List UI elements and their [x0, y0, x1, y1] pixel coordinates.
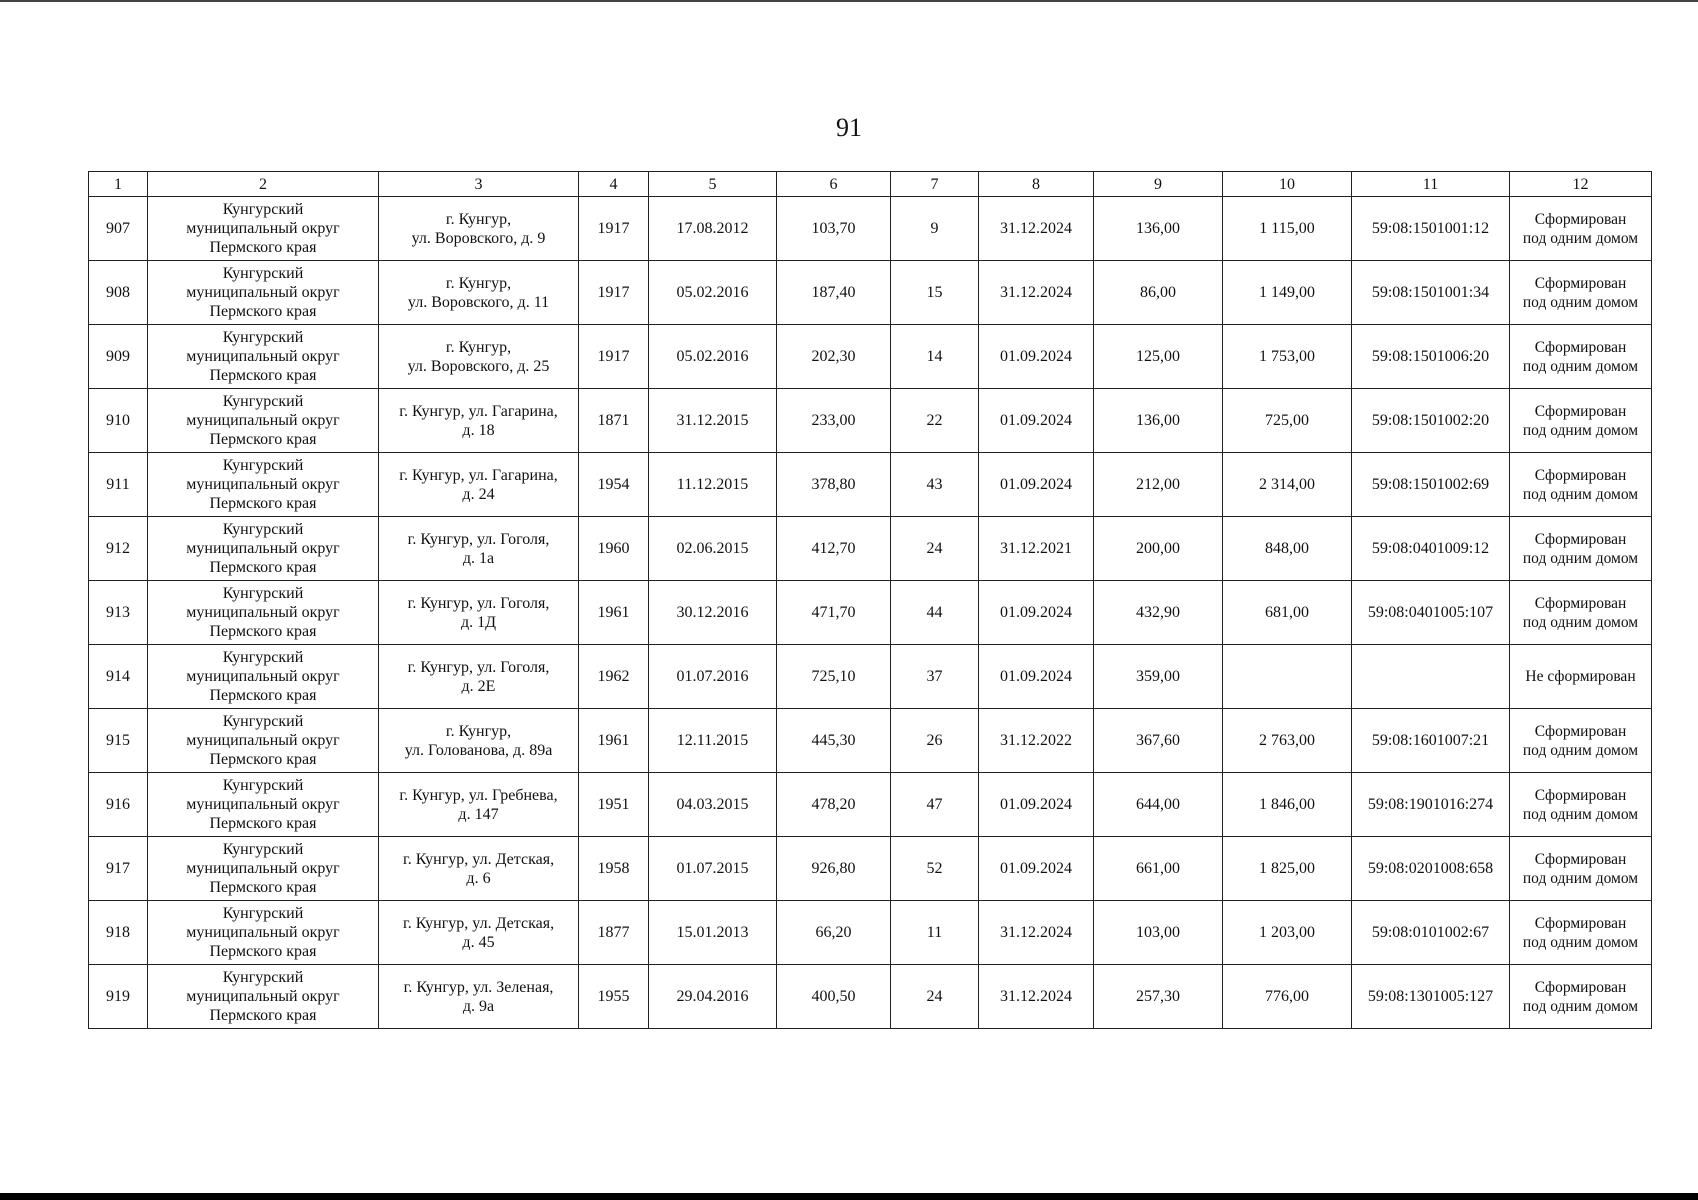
- municipality-cell: Кунгурский муниципальный округ Пермского края: [148, 901, 379, 965]
- status-cell: Сформирован под одним домом: [1510, 965, 1652, 1029]
- deadline-date-cell: 01.09.2024: [979, 453, 1094, 517]
- address-cell: г. Кунгур, ул. Гоголя, д. 2Е: [379, 645, 579, 709]
- plot-area-cell: 1 203,00: [1223, 901, 1352, 965]
- status-cell: Сформирован под одним домом: [1510, 517, 1652, 581]
- area-cell: 202,30: [777, 325, 891, 389]
- plot-area-cell: 776,00: [1223, 965, 1352, 1029]
- area-cell: 445,30: [777, 709, 891, 773]
- municipality-cell: Кунгурский муниципальный округ Пермского края: [148, 517, 379, 581]
- cadastral-number-cell: 59:08:0401005:107: [1352, 581, 1510, 645]
- column-header: 1: [89, 172, 148, 197]
- row-number-cell: 913: [89, 581, 148, 645]
- deadline-date-cell: 31.12.2022: [979, 709, 1094, 773]
- municipality-cell: Кунгурский муниципальный округ Пермского края: [148, 581, 379, 645]
- cadastral-number-cell: 59:08:0401009:12: [1352, 517, 1510, 581]
- date-cell: 01.07.2015: [649, 837, 777, 901]
- cadastral-number-cell: 59:08:0101002:67: [1352, 901, 1510, 965]
- deadline-date-cell: 31.12.2024: [979, 261, 1094, 325]
- row-number-cell: 907: [89, 197, 148, 261]
- land-area-cell: 257,30: [1094, 965, 1223, 1029]
- land-area-cell: 432,90: [1094, 581, 1223, 645]
- table-row: [89, 709, 1652, 773]
- table-row: [89, 901, 1652, 965]
- land-area-cell: 103,00: [1094, 901, 1223, 965]
- year-built-cell: 1954: [579, 453, 649, 517]
- residents-cell: 44: [891, 581, 979, 645]
- deadline-date-cell: 31.12.2024: [979, 197, 1094, 261]
- cadastral-number-cell: 59:08:1501001:34: [1352, 261, 1510, 325]
- date-cell: 04.03.2015: [649, 773, 777, 837]
- column-number-row: [89, 172, 1652, 197]
- deadline-date-cell: 31.12.2021: [979, 517, 1094, 581]
- area-cell: 187,40: [777, 261, 891, 325]
- area-cell: 471,70: [777, 581, 891, 645]
- cadastral-number-cell: 59:08:1901016:274: [1352, 773, 1510, 837]
- municipality-cell: Кунгурский муниципальный округ Пермского края: [148, 325, 379, 389]
- address-cell: г. Кунгур, ул. Гоголя, д. 1а: [379, 517, 579, 581]
- address-cell: г. Кунгур, ул. Зеленая, д. 9а: [379, 965, 579, 1029]
- address-cell: г. Кунгур, ул. Гребнева, д. 147: [379, 773, 579, 837]
- land-area-cell: 661,00: [1094, 837, 1223, 901]
- table-row: [89, 581, 1652, 645]
- row-number-cell: 916: [89, 773, 148, 837]
- municipality-cell: Кунгурский муниципальный округ Пермского края: [148, 261, 379, 325]
- residents-cell: 15: [891, 261, 979, 325]
- table-row: [89, 965, 1652, 1029]
- year-built-cell: 1962: [579, 645, 649, 709]
- residents-cell: 37: [891, 645, 979, 709]
- address-cell: г. Кунгур, ул. Детская, д. 6: [379, 837, 579, 901]
- table-body: [89, 197, 1652, 1029]
- status-cell: Сформирован под одним домом: [1510, 325, 1652, 389]
- cadastral-number-cell: 59:08:1601007:21: [1352, 709, 1510, 773]
- table-row: [89, 197, 1652, 261]
- status-cell: Сформирован под одним домом: [1510, 709, 1652, 773]
- residents-cell: 24: [891, 965, 979, 1029]
- column-header: 8: [979, 172, 1094, 197]
- date-cell: 05.02.2016: [649, 325, 777, 389]
- year-built-cell: 1960: [579, 517, 649, 581]
- residents-cell: 14: [891, 325, 979, 389]
- year-built-cell: 1961: [579, 581, 649, 645]
- year-built-cell: 1871: [579, 389, 649, 453]
- area-cell: 103,70: [777, 197, 891, 261]
- row-number-cell: 915: [89, 709, 148, 773]
- year-built-cell: 1961: [579, 709, 649, 773]
- date-cell: 31.12.2015: [649, 389, 777, 453]
- deadline-date-cell: 01.09.2024: [979, 389, 1094, 453]
- land-area-cell: 86,00: [1094, 261, 1223, 325]
- plot-area-cell: 681,00: [1223, 581, 1352, 645]
- plot-area-cell: 1 115,00: [1223, 197, 1352, 261]
- top-border-line: [0, 0, 1698, 2]
- municipality-cell: Кунгурский муниципальный округ Пермского края: [148, 197, 379, 261]
- year-built-cell: 1917: [579, 325, 649, 389]
- address-cell: г. Кунгур, ул. Детская, д. 45: [379, 901, 579, 965]
- plot-area-cell: 1 753,00: [1223, 325, 1352, 389]
- area-cell: 378,80: [777, 453, 891, 517]
- residents-cell: 52: [891, 837, 979, 901]
- page-number: 91: [836, 113, 862, 142]
- row-number-cell: 912: [89, 517, 148, 581]
- land-area-cell: 200,00: [1094, 517, 1223, 581]
- column-header: 7: [891, 172, 979, 197]
- area-cell: 725,10: [777, 645, 891, 709]
- column-header: 4: [579, 172, 649, 197]
- year-built-cell: 1877: [579, 901, 649, 965]
- deadline-date-cell: 01.09.2024: [979, 325, 1094, 389]
- cadastral-number-cell: 59:08:1501001:12: [1352, 197, 1510, 261]
- municipality-cell: Кунгурский муниципальный округ Пермского края: [148, 965, 379, 1029]
- plot-area-cell: 848,00: [1223, 517, 1352, 581]
- land-area-cell: 212,00: [1094, 453, 1223, 517]
- area-cell: 400,50: [777, 965, 891, 1029]
- date-cell: 29.04.2016: [649, 965, 777, 1029]
- area-cell: 478,20: [777, 773, 891, 837]
- date-cell: 12.11.2015: [649, 709, 777, 773]
- residents-cell: 47: [891, 773, 979, 837]
- status-cell: Сформирован под одним домом: [1510, 197, 1652, 261]
- plot-area-cell: 1 846,00: [1223, 773, 1352, 837]
- column-header: 10: [1223, 172, 1352, 197]
- residents-cell: 26: [891, 709, 979, 773]
- residents-cell: 9: [891, 197, 979, 261]
- column-header: 12: [1510, 172, 1652, 197]
- deadline-date-cell: 31.12.2024: [979, 965, 1094, 1029]
- housing-registry-table: [88, 171, 1652, 1029]
- area-cell: 233,00: [777, 389, 891, 453]
- cadastral-number-cell: 59:08:1501002:20: [1352, 389, 1510, 453]
- address-cell: г. Кунгур, ул. Гагарина, д. 18: [379, 389, 579, 453]
- municipality-cell: Кунгурский муниципальный округ Пермского края: [148, 645, 379, 709]
- date-cell: 05.02.2016: [649, 261, 777, 325]
- status-cell: Сформирован под одним домом: [1510, 773, 1652, 837]
- year-built-cell: 1917: [579, 197, 649, 261]
- status-cell: Сформирован под одним домом: [1510, 837, 1652, 901]
- area-cell: 66,20: [777, 901, 891, 965]
- date-cell: 17.08.2012: [649, 197, 777, 261]
- table-row: [89, 837, 1652, 901]
- status-cell: Не сформирован: [1510, 645, 1652, 709]
- land-area-cell: 136,00: [1094, 197, 1223, 261]
- residents-cell: 43: [891, 453, 979, 517]
- address-cell: г. Кунгур, ул. Воровского, д. 9: [379, 197, 579, 261]
- municipality-cell: Кунгурский муниципальный округ Пермского края: [148, 837, 379, 901]
- table-row: [89, 645, 1652, 709]
- residents-cell: 22: [891, 389, 979, 453]
- row-number-cell: 917: [89, 837, 148, 901]
- year-built-cell: 1917: [579, 261, 649, 325]
- address-cell: г. Кунгур, ул. Голованова, д. 89а: [379, 709, 579, 773]
- land-area-cell: 359,00: [1094, 645, 1223, 709]
- deadline-date-cell: 01.09.2024: [979, 837, 1094, 901]
- table-row: [89, 517, 1652, 581]
- bottom-border-line: [0, 1193, 1698, 1200]
- status-cell: Сформирован под одним домом: [1510, 389, 1652, 453]
- municipality-cell: Кунгурский муниципальный округ Пермского края: [148, 773, 379, 837]
- land-area-cell: 367,60: [1094, 709, 1223, 773]
- address-cell: г. Кунгур, ул. Воровского, д. 25: [379, 325, 579, 389]
- column-header: 2: [148, 172, 379, 197]
- deadline-date-cell: 01.09.2024: [979, 773, 1094, 837]
- deadline-date-cell: 31.12.2024: [979, 901, 1094, 965]
- cadastral-number-cell: [1352, 645, 1510, 709]
- table-row: [89, 389, 1652, 453]
- municipality-cell: Кунгурский муниципальный округ Пермского края: [148, 709, 379, 773]
- land-area-cell: 125,00: [1094, 325, 1223, 389]
- plot-area-cell: 725,00: [1223, 389, 1352, 453]
- table-row: [89, 261, 1652, 325]
- cadastral-number-cell: 59:08:1501002:69: [1352, 453, 1510, 517]
- plot-area-cell: [1223, 645, 1352, 709]
- column-header: 5: [649, 172, 777, 197]
- deadline-date-cell: 01.09.2024: [979, 581, 1094, 645]
- row-number-cell: 919: [89, 965, 148, 1029]
- plot-area-cell: 1 825,00: [1223, 837, 1352, 901]
- row-number-cell: 918: [89, 901, 148, 965]
- address-cell: г. Кунгур, ул. Воровского, д. 11: [379, 261, 579, 325]
- status-cell: Сформирован под одним домом: [1510, 581, 1652, 645]
- row-number-cell: 909: [89, 325, 148, 389]
- year-built-cell: 1951: [579, 773, 649, 837]
- date-cell: 15.01.2013: [649, 901, 777, 965]
- deadline-date-cell: 01.09.2024: [979, 645, 1094, 709]
- land-area-cell: 644,00: [1094, 773, 1223, 837]
- status-cell: Сформирован под одним домом: [1510, 261, 1652, 325]
- cadastral-number-cell: 59:08:0201008:658: [1352, 837, 1510, 901]
- year-built-cell: 1958: [579, 837, 649, 901]
- date-cell: 02.06.2015: [649, 517, 777, 581]
- row-number-cell: 914: [89, 645, 148, 709]
- cadastral-number-cell: 59:08:1501006:20: [1352, 325, 1510, 389]
- plot-area-cell: 2 763,00: [1223, 709, 1352, 773]
- date-cell: 11.12.2015: [649, 453, 777, 517]
- address-cell: г. Кунгур, ул. Гоголя, д. 1Д: [379, 581, 579, 645]
- row-number-cell: 910: [89, 389, 148, 453]
- year-built-cell: 1955: [579, 965, 649, 1029]
- residents-cell: 24: [891, 517, 979, 581]
- status-cell: Сформирован под одним домом: [1510, 453, 1652, 517]
- date-cell: 01.07.2016: [649, 645, 777, 709]
- table-row: [89, 325, 1652, 389]
- municipality-cell: Кунгурский муниципальный округ Пермского края: [148, 389, 379, 453]
- column-header: 6: [777, 172, 891, 197]
- plot-area-cell: 1 149,00: [1223, 261, 1352, 325]
- residents-cell: 11: [891, 901, 979, 965]
- row-number-cell: 908: [89, 261, 148, 325]
- column-header: 9: [1094, 172, 1223, 197]
- column-header: 3: [379, 172, 579, 197]
- table-row: [89, 773, 1652, 837]
- table-row: [89, 453, 1652, 517]
- plot-area-cell: 2 314,00: [1223, 453, 1352, 517]
- cadastral-number-cell: 59:08:1301005:127: [1352, 965, 1510, 1029]
- municipality-cell: Кунгурский муниципальный округ Пермского края: [148, 453, 379, 517]
- date-cell: 30.12.2016: [649, 581, 777, 645]
- address-cell: г. Кунгур, ул. Гагарина, д. 24: [379, 453, 579, 517]
- area-cell: 926,80: [777, 837, 891, 901]
- column-header: 11: [1352, 172, 1510, 197]
- row-number-cell: 911: [89, 453, 148, 517]
- status-cell: Сформирован под одним домом: [1510, 901, 1652, 965]
- area-cell: 412,70: [777, 517, 891, 581]
- land-area-cell: 136,00: [1094, 389, 1223, 453]
